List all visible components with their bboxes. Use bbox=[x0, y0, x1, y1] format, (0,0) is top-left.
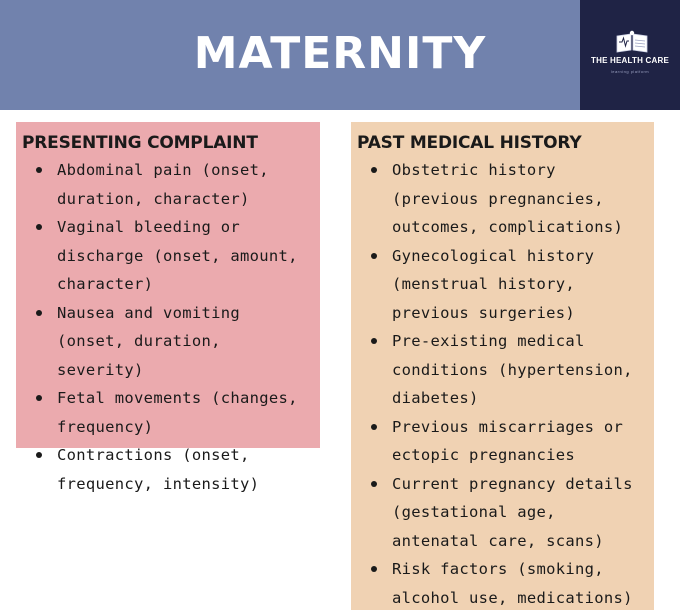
list-item bbox=[357, 156, 648, 242]
list-item bbox=[22, 156, 314, 213]
list-item-text: Vaginal bleeding or discharge (onset, amount, character) bbox=[57, 218, 298, 293]
list-item-text: Current pregnancy details (gestational age, antenatal care, scans) bbox=[392, 474, 633, 550]
list-item-text: Contractions (onset, frequency, intensity) bbox=[57, 446, 260, 493]
bullet-icon bbox=[371, 338, 377, 344]
past-medical-history-heading: PAST MEDICAL HISTORY bbox=[357, 133, 582, 153]
past-medical-history-card bbox=[351, 122, 654, 610]
book-icon bbox=[615, 30, 649, 54]
presenting-complaint-card bbox=[16, 122, 320, 493]
list-item-text: Nausea and vomiting (onset, duration, severity) bbox=[57, 303, 241, 379]
list-item bbox=[22, 441, 314, 498]
page-title: MATERNITY bbox=[193, 28, 487, 79]
list-item bbox=[357, 555, 648, 610]
presenting-complaint-heading: PRESENTING COMPLAINT bbox=[22, 133, 258, 153]
list-item bbox=[22, 299, 314, 385]
list-item bbox=[357, 413, 648, 470]
list-item-text: Fetal movements (changes, frequency) bbox=[57, 389, 298, 436]
header-band bbox=[0, 0, 680, 110]
list-item bbox=[357, 470, 648, 556]
list-item bbox=[22, 213, 314, 299]
bullet-icon bbox=[36, 224, 42, 230]
list-item-text: Pre-existing medical conditions (hypertension, diabetes) bbox=[392, 332, 633, 407]
bullet-icon bbox=[36, 395, 42, 401]
brand-panel bbox=[580, 0, 680, 110]
bullet-icon bbox=[371, 481, 377, 487]
list-item-text: Previous miscarriages or ectopic pregnancies bbox=[392, 417, 624, 464]
bullet-icon bbox=[36, 167, 42, 173]
bullet-icon bbox=[371, 253, 377, 259]
bullet-icon bbox=[371, 167, 377, 173]
brand-tagline: learning platform bbox=[610, 69, 650, 74]
bullet-icon bbox=[371, 566, 377, 572]
list-item bbox=[357, 327, 648, 413]
past-medical-history-list bbox=[357, 156, 648, 610]
bullet-icon bbox=[371, 424, 377, 430]
bullet-icon bbox=[36, 452, 42, 458]
list-item-text: Abdominal pain (onset, duration, character) bbox=[57, 161, 269, 208]
list-item bbox=[22, 384, 314, 441]
list-item-text: Risk factors (smoking, alcohol use, medications) bbox=[392, 560, 633, 607]
presenting-complaint-list bbox=[22, 156, 314, 498]
list-item-text: Obstetric history (previous pregnancies, outcomes, complications) bbox=[392, 161, 624, 236]
bullet-icon bbox=[36, 310, 42, 316]
brand-name: THE HEALTH CARE bbox=[591, 56, 669, 65]
list-item-text: Gynecological history (menstrual history, previous surgeries) bbox=[392, 246, 595, 322]
list-item bbox=[357, 242, 648, 328]
